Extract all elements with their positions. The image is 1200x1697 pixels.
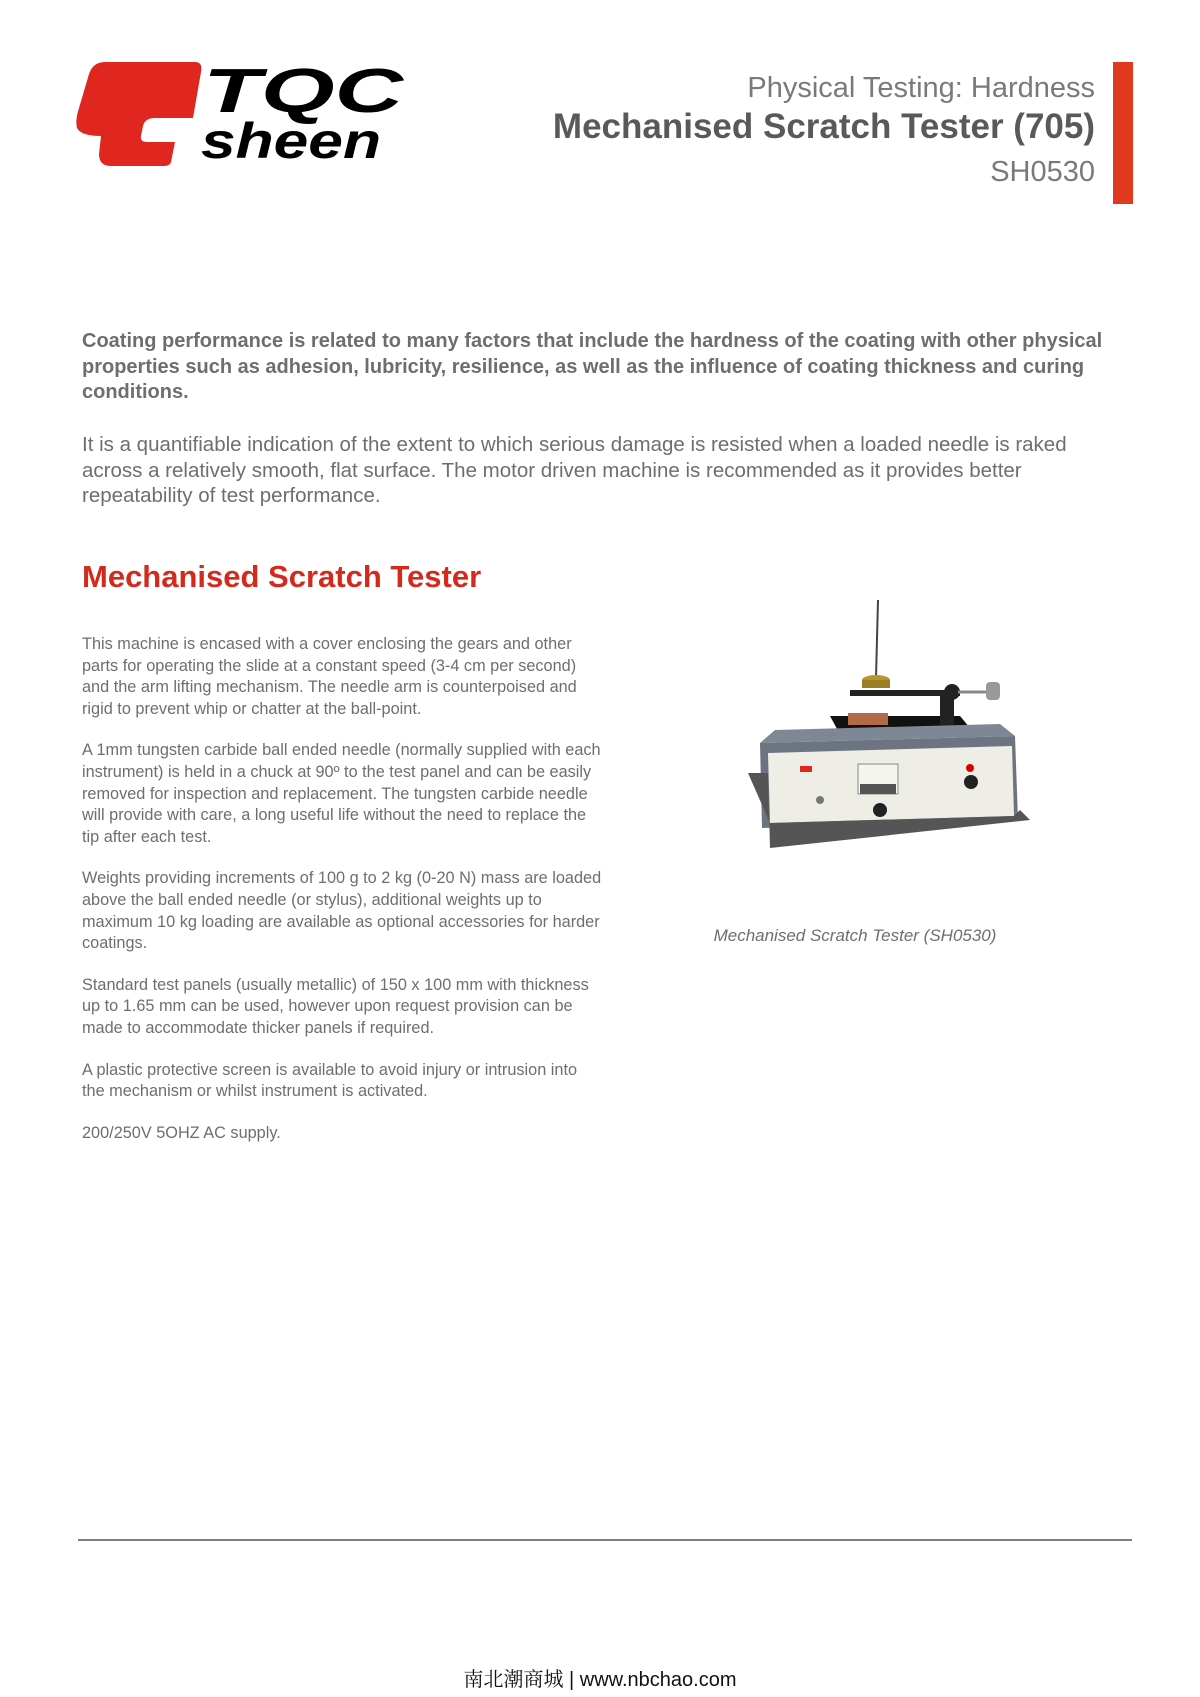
logo-text-bottom: sheen [201, 113, 381, 166]
product-photo [730, 598, 1040, 883]
accent-bar [1113, 62, 1133, 204]
intro-paragraph: It is a quantifiable indication of the extent to which serious damage is resisted when a loaded needle is raked across a relatively smooth, flat surface. The motor driven machine is recommended as it provides better repeatability of test performance. [82, 433, 1067, 507]
logo-text-top: TQC [203, 60, 405, 126]
intro-bold-paragraph: Coating performance is related to many factors that include the hardness of the coating with other physical properties such as adhesion, lubricity, resilience, as well as the influence of coating thickness and curing conditions. [82, 330, 1103, 403]
page-title: Mechanised Scratch Tester (705) [552, 107, 1095, 146]
body-paragraph: 200/250V 5OHZ AC supply. [82, 1123, 281, 1142]
body-paragraph: A 1mm tungsten carbide ball ended needle (normally supplied with each instrument) is held in a chuck at 90º to the test panel and can be easily removed for inspection and replacement. The tungsten carbide needle will provide with care, a long useful life without the need to replace the tip after each test. [82, 741, 601, 846]
footer-divider [78, 1539, 1132, 1541]
tqc-sheen-logo [75, 60, 415, 166]
body-paragraph: This machine is encased with a cover enclosing the gears and other parts for operating the slide at a constant speed (3-4 cm per second) and the arm lifting mechanism. The needle arm is counterpoised and rigid to prevent whip or chatter at the ball-point. [82, 635, 577, 718]
image-caption: Mechanised Scratch Tester (SH0530) [713, 926, 997, 945]
body-paragraph: Standard test panels (usually metallic) of 150 x 100 mm with thickness up to 1.65 mm can be used, however upon request provision can be made to accommodate thicker panels if required. [82, 975, 589, 1037]
body-paragraph: Weights providing increments of 100 g to 2 kg (0-20 N) mass are loaded above the ball ended needle (or stylus), additional weights up to maximum 10 kg loading are available as optional accessories for harder coatings. [82, 869, 602, 953]
footer-text: 南北潮商城 | www.nbchao.com [463, 1669, 737, 1691]
body-paragraph: A plastic protective screen is available to avoid injury or intrusion into the mechanism or whilst instrument is activated. [82, 1060, 578, 1101]
section-heading: Mechanised Scratch Tester [82, 559, 482, 594]
section-body [82, 634, 602, 1164]
product-code: SH0530 [990, 156, 1095, 188]
category-label: Physical Testing: Hardness [747, 72, 1095, 104]
